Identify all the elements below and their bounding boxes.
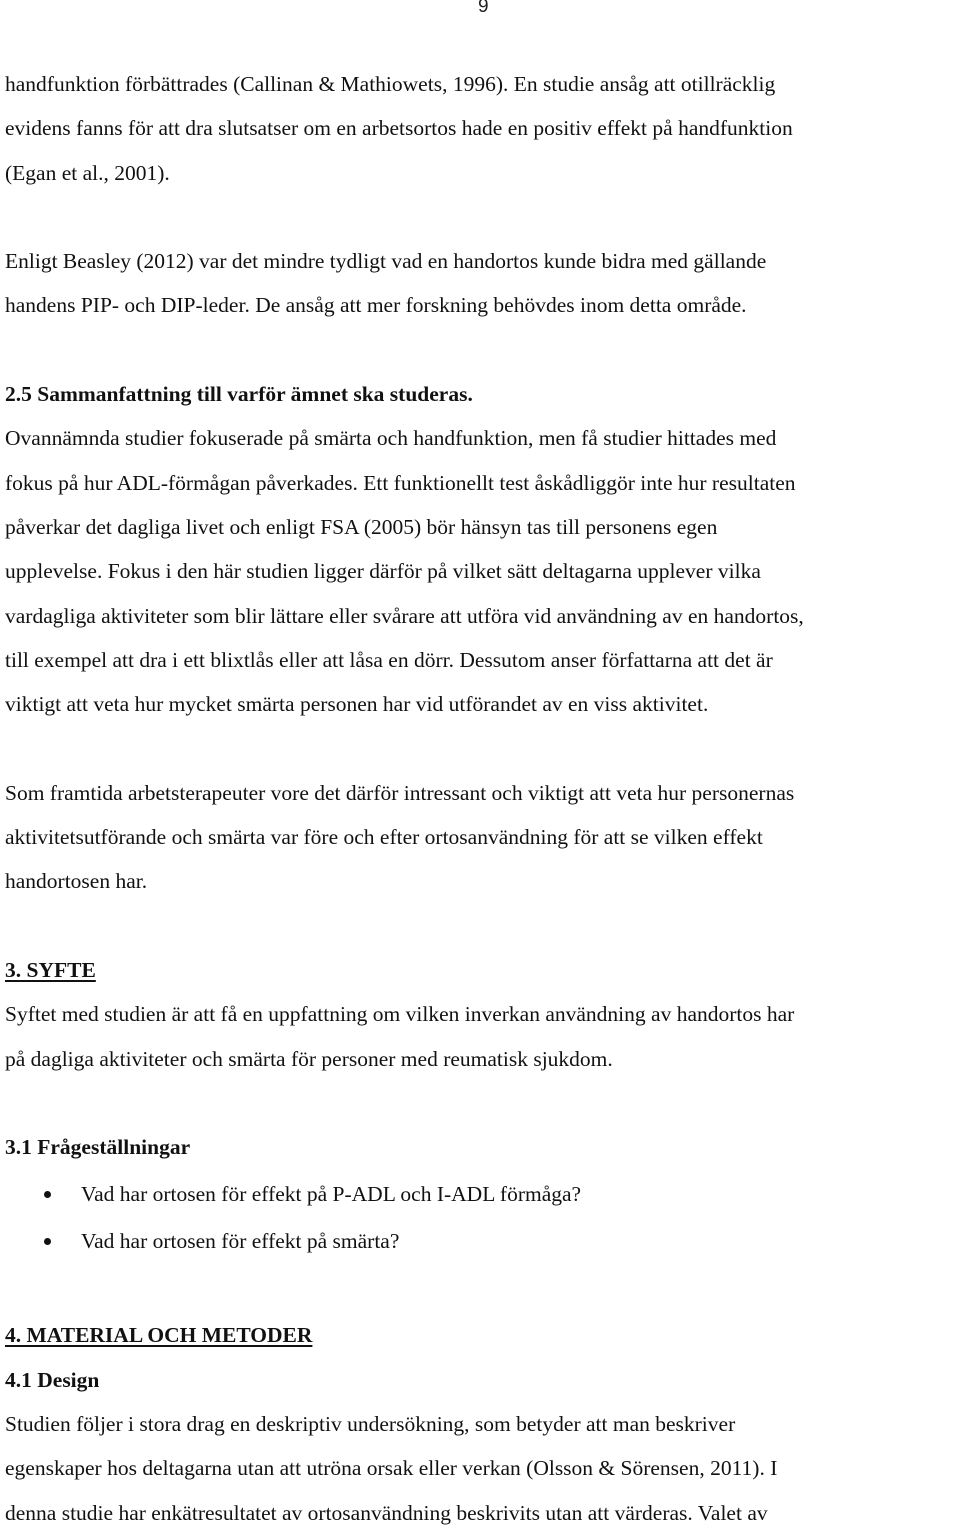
section-heading-3-1: 3.1 Frågeställningar (5, 1135, 191, 1160)
paragraph-gap (5, 195, 960, 239)
section-heading-4-text: 4. MATERIAL OCH METODER (5, 1323, 313, 1348)
paragraph-future-ot (5, 771, 960, 904)
text-line: handfunktion förbättrades (Callinan & Mathiowets, 1996). En studie ansåg att otillräcklig (5, 72, 776, 96)
list-item (5, 1171, 960, 1218)
text-line: Syftet med studien är att få en uppfattning om vilken inverkan användning av handortos har (5, 1002, 795, 1027)
section-heading-3-text: 3. SYFTE (5, 957, 96, 982)
list-item-text: Vad har ortosen för effekt på smärta? (81, 1229, 400, 1254)
bullet-icon (44, 1238, 51, 1245)
text-line: denna studie har enkätresultatet av ortosanvändning beskrivits utan att värderas. Valet av (5, 1500, 768, 1525)
text-line: aktivitetsutförande och smärta var före och efter ortosanvändning för att se vilken effekt (5, 825, 763, 850)
paragraph-gap (5, 1265, 960, 1313)
paragraph-gap (5, 1081, 960, 1125)
text-line: påverkar det dagliga livet och enligt FSA (2005) bör hänsyn tas till personens egen (5, 514, 718, 539)
text-line: vardagliga aktiviteter som blir lättare eller svårare att utföra vid användning av en handortos, (5, 603, 804, 628)
paragraph-gap (5, 726, 960, 770)
text-line: upplevelse. Fokus i den här studien ligger därför på vilket sätt deltagarna upplever vilka (5, 559, 761, 584)
paragraph-beasley (5, 239, 960, 328)
paragraph-aim (5, 992, 960, 1081)
text-line: handortosen har. (5, 869, 148, 894)
text-line: Ovannämnda studier fokuserade på smärta och handfunktion, men få studier hittades med (5, 426, 777, 451)
section-heading-4-1: 4.1 Design (5, 1367, 100, 1392)
paragraph-summary (5, 416, 960, 726)
text-line: handens PIP- och DIP-leder. De ansåg att mer forskning behövdes inom detta område. (5, 293, 747, 318)
paragraph-gap (5, 328, 960, 372)
text-line: viktigt att veta hur mycket smärta personen har vid utförandet av en viss aktivitet. (5, 692, 709, 717)
page-number: 9 (478, 0, 489, 17)
list-item (5, 1218, 960, 1265)
text-line: evidens fanns för att dra slutsatser om en arbetsortos hade en positiv effekt på handfunktion (5, 116, 793, 141)
section-heading-4 (5, 1313, 960, 1357)
document-body (5, 62, 960, 1535)
section-heading-2-5: 2.5 Sammanfattning till varför ämnet ska studeras. (5, 382, 473, 407)
text-line: fokus på hur ADL-förmågan påverkades. Ett funktionellt test åskådliggör inte hur resultaten (5, 470, 796, 495)
research-questions-list (5, 1171, 960, 1265)
paragraph-gap (5, 904, 960, 948)
paragraph-intro-evidence (5, 62, 960, 195)
text-line: till exempel att dra i ett blixtlås eller att låsa en dörr. Dessutom anser författarna att det är (5, 647, 773, 672)
text-line: (Egan et al., 2001). (5, 160, 170, 185)
text-line: på dagliga aktiviteter och smärta för personer med reumatisk sjukdom. (5, 1046, 613, 1071)
bullet-icon (44, 1191, 51, 1198)
text-line: Studien följer i stora drag en deskriptiv undersökning, som betyder att man beskriver (5, 1412, 736, 1437)
paragraph-design (5, 1402, 960, 1535)
section-heading-3 (5, 948, 960, 992)
list-item-text: Vad har ortosen för effekt på P-ADL och I-ADL förmåga? (81, 1182, 582, 1207)
text-line: Enligt Beasley (2012) var det mindre tydligt vad en handortos kunde bidra med gällande (5, 249, 767, 274)
text-line: Som framtida arbetsterapeuter vore det därför intressant och viktigt att veta hur personernas (5, 780, 795, 805)
text-line: egenskaper hos deltagarna utan att utröna orsak eller verkan (Olsson & Sörensen, 2011). I (5, 1456, 778, 1481)
